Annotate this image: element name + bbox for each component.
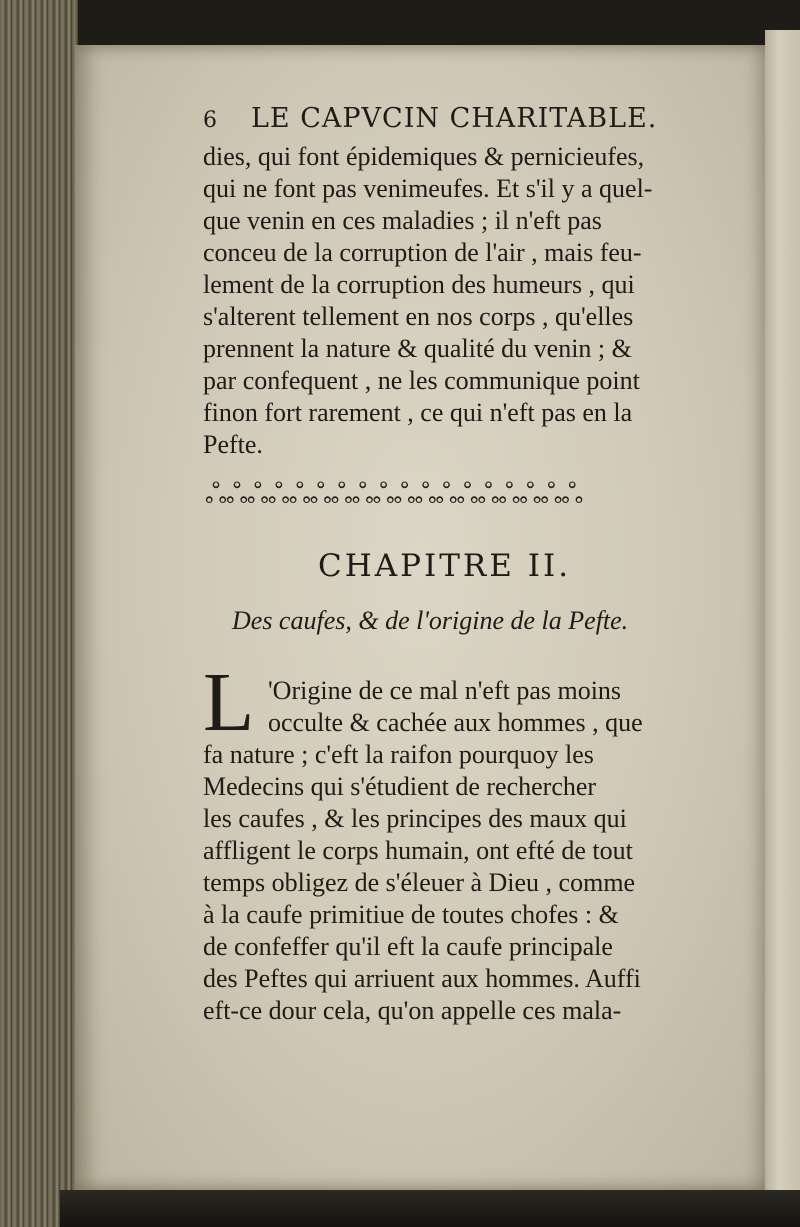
text-line: conceu de la corruption de l'air , mais feu- xyxy=(203,238,642,267)
page-number: 6 xyxy=(203,108,218,133)
text-line: 'Origine de ce mal n'eft pas moins xyxy=(268,676,622,705)
drop-cap: L xyxy=(203,656,255,749)
text-line: Medecins qui s'étudient de rechercher xyxy=(203,772,597,801)
chapter-subtitle: Des caufes, & de l'origine de la Pefte. xyxy=(232,606,629,635)
text-line: les caufes , & les principes des maux qui xyxy=(203,804,627,833)
chapter-heading: CHAPITRE II. xyxy=(318,548,572,584)
text-line: s'alterent tellement en nos corps , qu'elles xyxy=(203,302,634,331)
text-line: qui ne font pas venimeufes. Et s'il y a quel- xyxy=(203,174,653,203)
text-line: affligent le corps humain, ont efté de tout xyxy=(203,836,633,865)
text-line: de confeffer qu'il eft la caufe principale xyxy=(203,932,613,961)
printers-ornament-band: ஃஃஃஃஃஃஃஃஃஃஃஃஃஃஃஃஃஃ xyxy=(205,479,583,510)
text-line: temps obligez de s'éleuer à Dieu , comme xyxy=(203,868,636,897)
text-line: fa nature ; c'eft la raifon pourquoy les xyxy=(203,740,594,769)
page-bottom-edge xyxy=(60,1190,800,1227)
text-line: dies, qui font épidemiques & pernicieufes, xyxy=(203,142,645,171)
text-line: lement de la corruption des humeurs , qui xyxy=(203,270,635,299)
running-head xyxy=(203,103,663,134)
text-line: finon fort rarement , ce qui n'eft pas en la xyxy=(203,398,633,427)
running-head-title: LE CAPVCIN CHARITABLE. xyxy=(251,103,658,134)
facing-page-edge xyxy=(765,30,800,1200)
book-binding xyxy=(0,0,78,1227)
text-line: eft-ce dour cela, qu'on appelle ces mala- xyxy=(203,996,622,1025)
text-line: à la caufe primitiue de toutes chofes : & xyxy=(203,900,619,929)
text-line: des Peftes qui arriuent aux hommes. Auffi xyxy=(203,964,641,993)
text-line: que venin en ces maladies ; il n'eft pas xyxy=(203,206,602,235)
text-line: par confequent , ne les communique point xyxy=(203,366,640,395)
text-line: Pefte. xyxy=(203,430,263,459)
text-line: prennent la nature & qualité du venin ; & xyxy=(203,334,632,363)
text-line: occulte & cachée aux hommes , que xyxy=(268,708,643,737)
